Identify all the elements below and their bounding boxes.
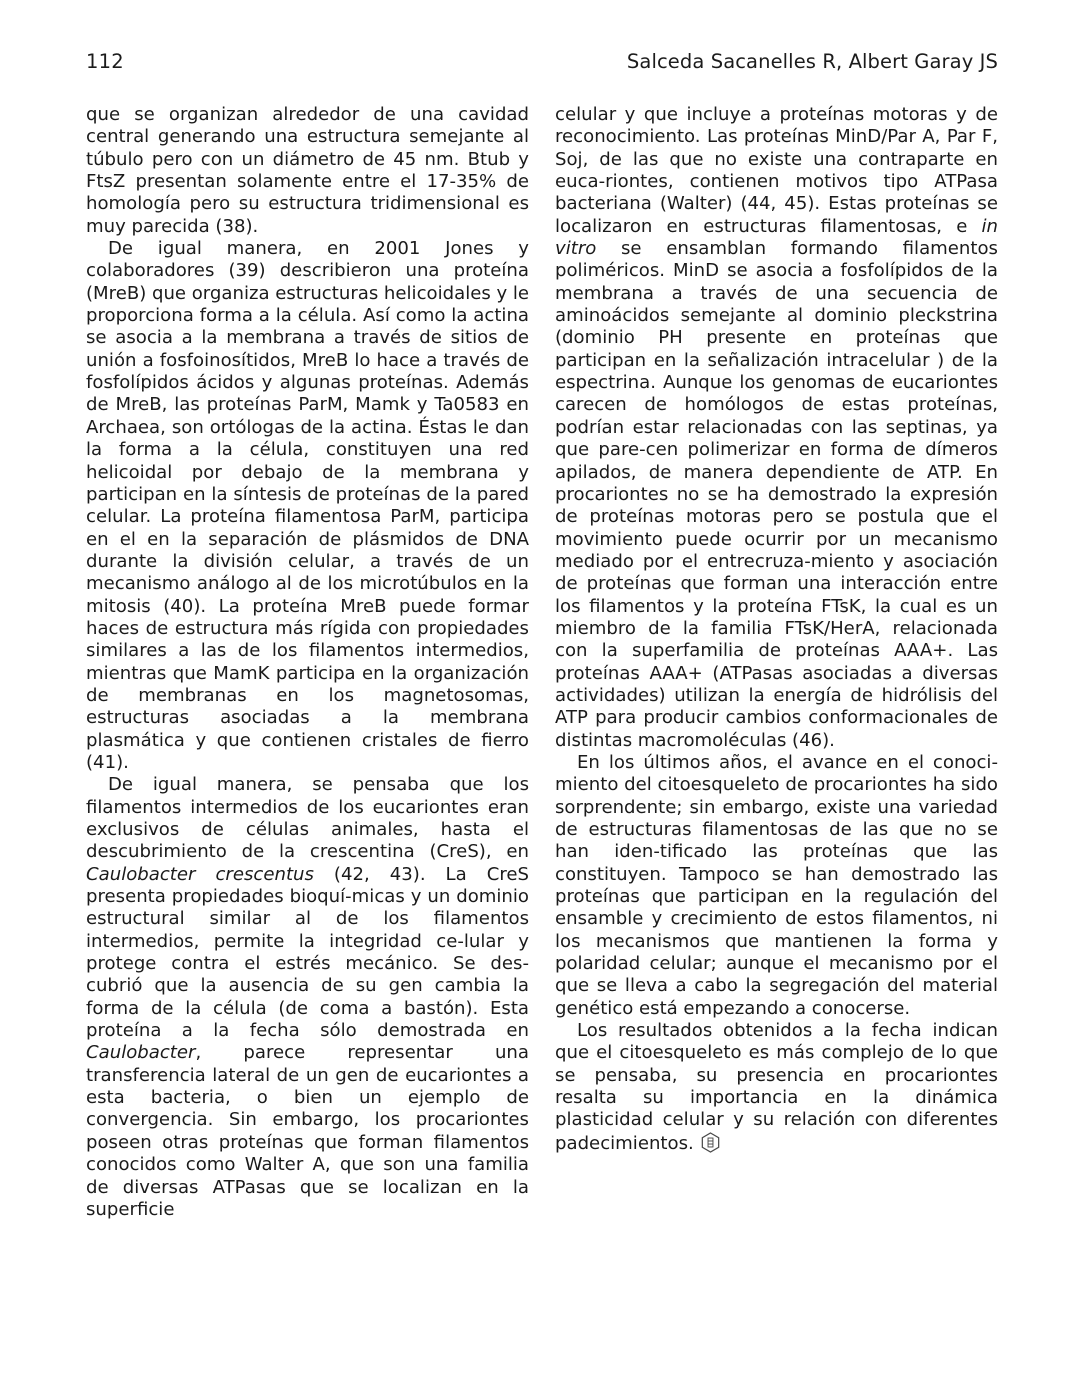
italic-term: Caulobacter crescentus — [86, 863, 314, 885]
body-paragraph — [86, 238, 529, 774]
text-run: De igual manera, se pensaba que los filamentos intermedios de los eucariontes eran exclusivos de células animales, hasta el descubrimiento de la crescentina (CreS), en — [86, 774, 529, 863]
text-run: celular y que incluye a proteínas motoras y de reconocimiento. Las proteínas MinD/Par A, Par F, Soj, de las que no existe una contraparte en euca-riontes, contienen motivos tipo ATPasa bacteriana (Walter) (44, 45). Estas proteínas se localizaron en estructuras filamentosas, e — [555, 104, 998, 237]
text-run: En los últimos años, el avance en el conoci-miento del citoesqueleto de procariontes ha sido sorprendente; sin embargo, existe una variedad de estructuras filamentosas de las que no se han iden-tificado las proteínas que las constituyen. Tampoco se han demostrado las proteínas que participan en la regulación del ensamble y crecimiento de estos filamentos, ni los mecanismos que mantienen la forma y polaridad celular; aunque el mecanismo por el que se lleva a cabo la segregación del material genético está empezando a conocerse. — [555, 751, 998, 1019]
column-left — [86, 104, 529, 1221]
text-run: De igual manera, en 2001 Jones y colaboradores (39) describieron una proteína (MreB) que organiza estructuras helicoidales y le proporciona forma a la célula. Así como la actina se asocia a la membrana a través de sitios de unión a fosfoinosítidos, MreB lo hace a través de fosfolípidos ácidos y algunas proteínas. Además de MreB, las proteínas ParM, Mamk y Ta0583 en Archaea, son ortólogas de la actina. Éstas le dan la forma a la célula, constituyen una red helicoidal por debajo de la membrana y participan en la síntesis de proteínas de la pared celular. La proteína filamentosa ParM, participa en el en la separación de plásmidos de DNA durante la división celular, a través de un mecanismo análogo al de los microtúbulos en la mitosis (40). La proteína MreB puede formar haces de estructura más rígida con propiedades similares a las de los filamentos intermedios, mientras que MamK participa en la organización de membranas en los magnetosomas, estructuras asociadas a la membrana plasmática y que contienen cristales de fierro (41). — [86, 238, 529, 773]
text-run: (42, 43). La CreS presenta propiedades bioquí-micas y un dominio estructural similar al de los filamentos intermedios, permite la integridad ce-lular y protege contra el estrés mecánico. Se des-cubrió que la ausencia de su gen cambia la forma de la célula (de coma a bastón). Esta proteína a la fecha sólo demostrada en — [86, 863, 529, 1042]
page-number: 112 — [86, 50, 124, 73]
running-head — [86, 50, 998, 76]
text-run: se ensamblan formando filamentos poliméricos. MinD se asocia a fosfolípidos de la membrana a través de una secuencia de aminoácidos semejante al dominio pleckstrina (dominio PH presente en proteínas que participan en la señalización intracelular ) de la espectrina. Aunque los genomas de eucariontes carecen de homólogos de estas proteínas, podrían estar relacionadas con las septinas, ya que pare-cen polimerizar en forma de dímeros apilados, de manera dependiente de ATP. En procariontes no se ha demostrado la expresión de proteínas motoras pero se postula que el movimiento puede ocurrir por un mecanismo mediado por el entrecruza-miento y asociación de proteínas que forman una interacción entre los filamentos y la proteína FTsK, la cual es un miembro de la familia FTsK/HerA, relacionada con la superfamilia de proteínas AAA+. Las proteínas AAA+ (ATPasas asociadas a diversas actividades) utilizan la energía de hidrólisis del ATP para producir cambios conformacionales de distintas macromoléculas (46). — [555, 238, 998, 751]
body-paragraph — [555, 1020, 998, 1155]
italic-term: in vitro — [555, 215, 998, 260]
text-run: , parece representar una transferencia lateral de un gen de eucariontes a esta bacteria, o bien un ejemplo de convergencia. Sin embargo, los procariontes poseen otras proteínas que forman filamentos conocidos como Walter A, que son una familia de diversas ATPasas que se localizan en la superficie — [86, 1042, 529, 1220]
text-run: Los resultados obtenidos a la fecha indican que el citoesqueleto es más complejo de lo que se pensaba, su presencia en procariontes resalta su importancia en la dinámica plasticidad celular y su relación con diferentes padecimientos. — [555, 1020, 998, 1154]
end-of-article-hexagon-icon — [701, 1132, 720, 1153]
body-paragraph — [86, 104, 529, 238]
body-paragraph — [555, 104, 998, 752]
body-paragraph — [86, 774, 529, 1221]
text-run: que se organizan alrededor de una cavidad central generando una estructura semejante al túbulo pero con un diámetro de 45 nm. Btub y FtsZ presentan solamente entre el 17-35% de homología pero su estructura tridimensional es muy parecida (38). — [86, 104, 529, 237]
column-right — [555, 104, 998, 1155]
running-title: Salceda Sacanelles R, Albert Garay JS — [626, 50, 998, 73]
italic-term: Caulobacter — [86, 1042, 196, 1064]
body-paragraph — [555, 752, 998, 1020]
